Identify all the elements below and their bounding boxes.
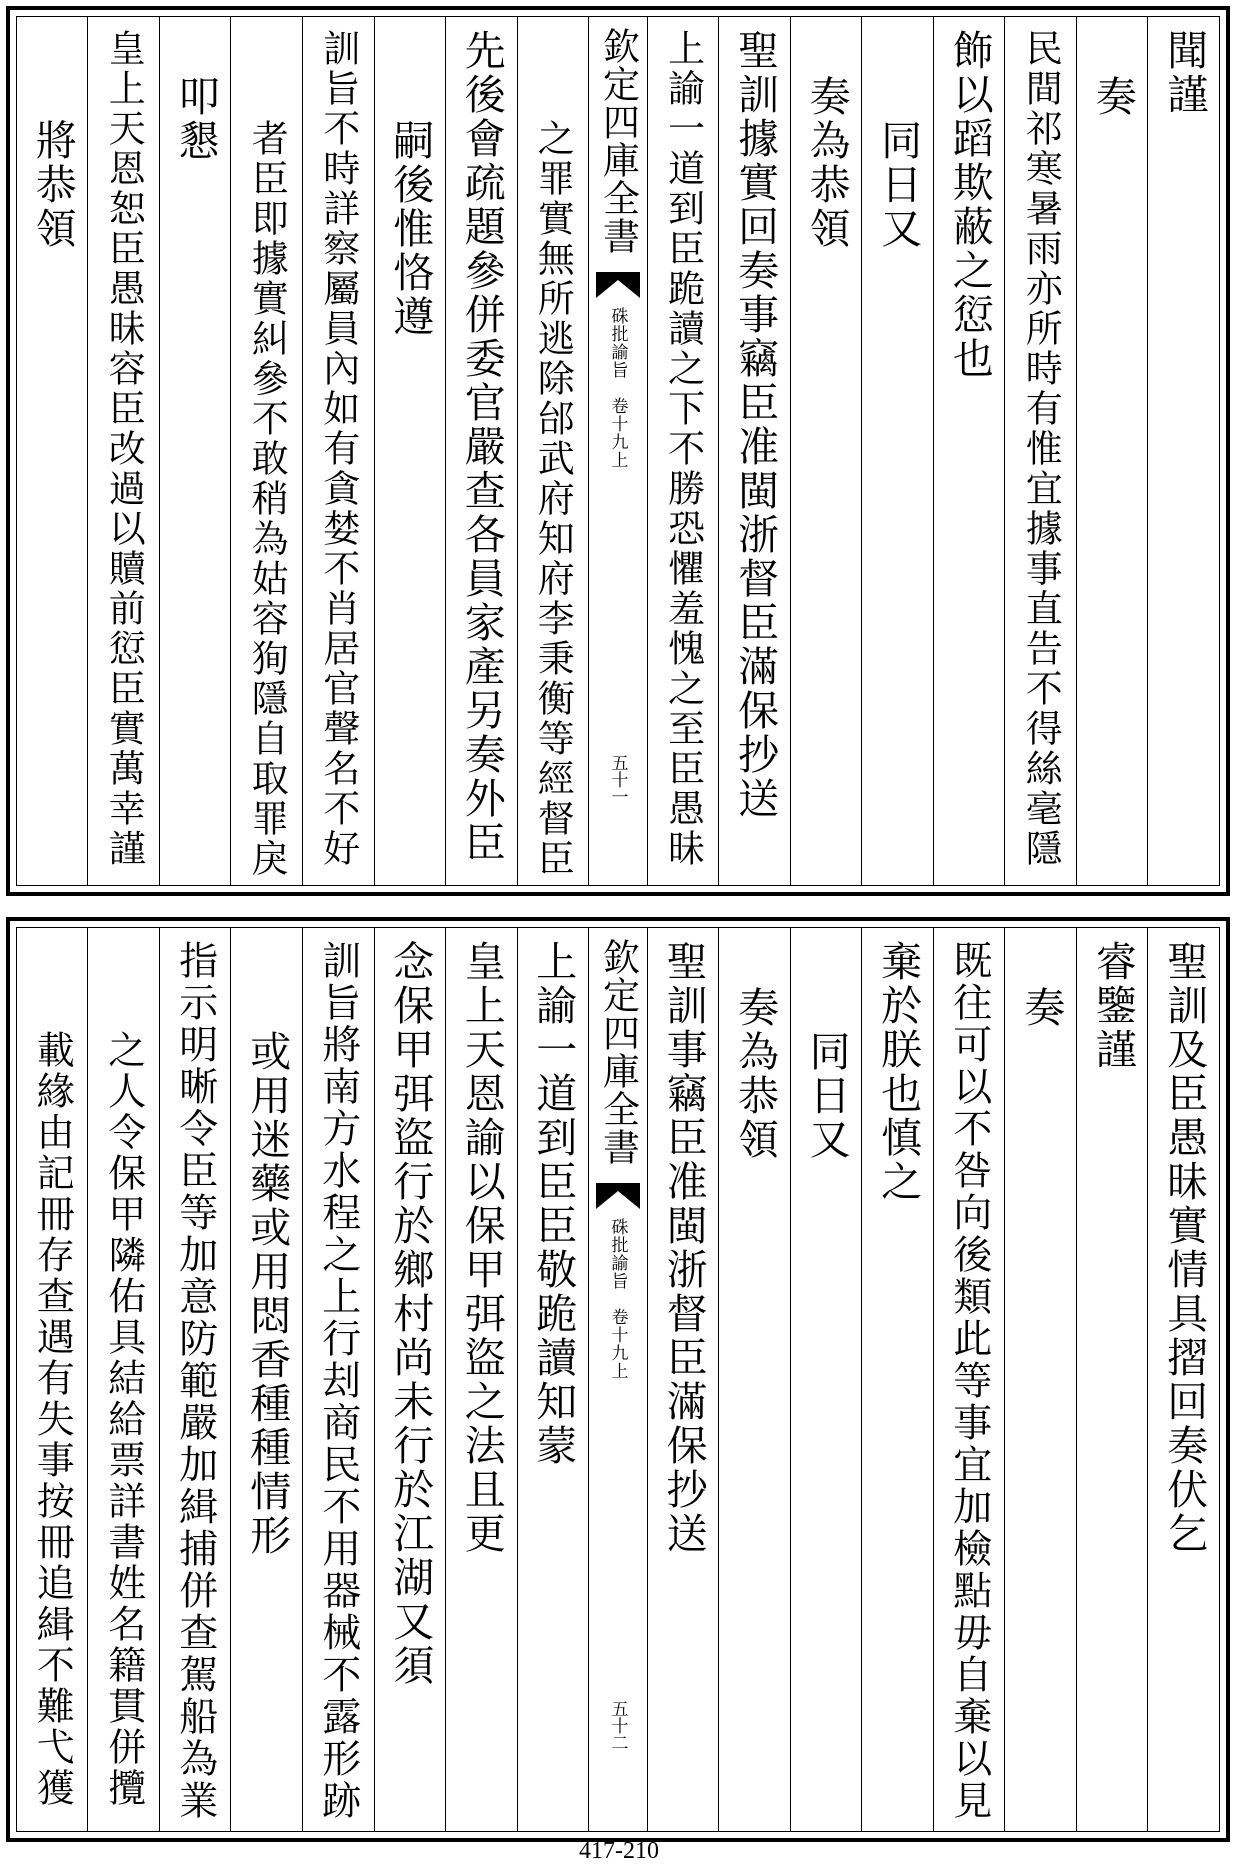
text-line: 棄於朕也慎之 [874, 940, 923, 1204]
text-line: 叩懇 [171, 75, 220, 163]
text-line: 先後會疏題參併委官嚴查各員家產另奏外臣 [457, 29, 506, 865]
text-line: 念保甲弭盜行於鄉村尚未行於江湖又須 [386, 940, 435, 1688]
text-line: 上諭一道到臣臣敬跪讀知蒙 [529, 940, 578, 1468]
text-line: 奏為恭領 [731, 986, 780, 1162]
text-column [1004, 928, 1076, 1831]
folio-number: 五十二 [607, 1700, 628, 1751]
text-column [647, 928, 719, 1831]
text-line: 或用迷藥或用悶香種種情形 [243, 1030, 292, 1558]
center-margin-column [588, 928, 647, 1831]
text-line: 奏 [1088, 75, 1137, 119]
text-column [230, 17, 302, 885]
text-column [517, 17, 589, 885]
text-line: 指示明晰令臣等加意防範嚴加緝捕併查駕船為業 [172, 940, 218, 1822]
text-line: 之人令保甲隣佑具結給票詳書姓名籍貫併攬 [101, 1030, 146, 1809]
text-line: 者臣即據實糾參不敢稍為姑容狥隱自取罪戾 [245, 119, 289, 879]
fish-tail-mark-icon [596, 1183, 640, 1209]
text-line: 聖訓及臣愚昧實情具摺回奏伏乞 [1160, 940, 1209, 1556]
text-column [1147, 928, 1219, 1831]
text-line: 既往可以不咎向後類此等事宜加檢點毋自棄以見 [946, 940, 992, 1822]
text-column [1004, 17, 1076, 885]
text-column [159, 17, 231, 885]
book-subtitle: 硃批諭旨 卷十九上 [607, 307, 628, 469]
text-column [87, 17, 159, 885]
text-column [790, 17, 862, 885]
text-column [1147, 17, 1219, 885]
text-line: 載緣由記冊存查遇有失事按冊追緝不難弋獲 [30, 1030, 75, 1809]
text-column [861, 17, 933, 885]
text-line: 上諭一道到臣跪讀之下不勝恐懼羞愧之至臣愚昧 [661, 29, 705, 869]
book-title: 欽定四庫全書 [596, 27, 640, 255]
text-column [374, 928, 446, 1831]
text-line: 同日又 [802, 1030, 851, 1162]
text-column [790, 928, 862, 1831]
text-column [302, 928, 374, 1831]
text-column [445, 928, 517, 1831]
text-column [87, 928, 159, 1831]
text-line: 奏為恭領 [802, 75, 851, 251]
text-column [159, 928, 231, 1831]
lower-page-columns [16, 927, 1220, 1832]
folio-number: 五十一 [607, 754, 628, 805]
text-column [861, 928, 933, 1831]
text-line: 將恭領 [28, 119, 77, 251]
book-subtitle: 硃批諭旨 卷十九上 [607, 1218, 628, 1380]
text-line: 聞謹 [1160, 29, 1209, 117]
text-line: 聖訓據實回奏事竊臣准閩浙督臣滿保抄送 [731, 29, 780, 821]
text-line: 訓旨不時詳察屬員內如有貪婪不肖居官聲名不好 [316, 29, 360, 869]
text-line: 嗣後惟恪遵 [386, 119, 435, 339]
text-line: 民間祁寒暑雨亦所時有惟宜據事直告不得絲毫隱 [1019, 29, 1063, 869]
text-column [17, 928, 88, 1831]
center-margin-column [588, 17, 647, 885]
text-line: 同日又 [874, 119, 923, 251]
text-column [718, 17, 790, 885]
lower-page [6, 917, 1230, 1842]
text-line: 聖訓事竊臣准閩浙督臣滿保抄送 [659, 940, 708, 1556]
book-title: 欽定四庫全書 [596, 938, 640, 1166]
text-column [517, 928, 589, 1831]
upper-page-columns [16, 16, 1220, 886]
text-column [17, 17, 88, 885]
fish-tail-mark-icon [596, 272, 640, 298]
text-column [718, 928, 790, 1831]
text-column [374, 17, 446, 885]
text-column [302, 17, 374, 885]
text-line: 之罪實無所逃除邰武府知府李秉衡等經督臣 [531, 119, 575, 879]
text-line: 奏 [1017, 986, 1066, 1030]
upper-page [6, 6, 1230, 896]
text-column [230, 928, 302, 1831]
text-column [933, 928, 1005, 1831]
text-line: 飾以蹈欺蔽之愆也 [945, 29, 994, 381]
text-line: 睿鑒謹 [1088, 940, 1137, 1072]
page-code: 417-210 [579, 1838, 659, 1864]
text-line: 皇上天恩諭以保甲弭盜之法且更 [457, 940, 506, 1556]
text-column [1076, 928, 1148, 1831]
text-column [445, 17, 517, 885]
text-column [1076, 17, 1148, 885]
text-line: 皇上天恩恕臣愚昧容臣改過以贖前愆臣實萬幸謹 [102, 29, 146, 869]
text-column [647, 17, 719, 885]
text-column [933, 17, 1005, 885]
text-line: 訓旨將南方水程之上行刦商民不用器械不露形跡 [315, 940, 361, 1822]
